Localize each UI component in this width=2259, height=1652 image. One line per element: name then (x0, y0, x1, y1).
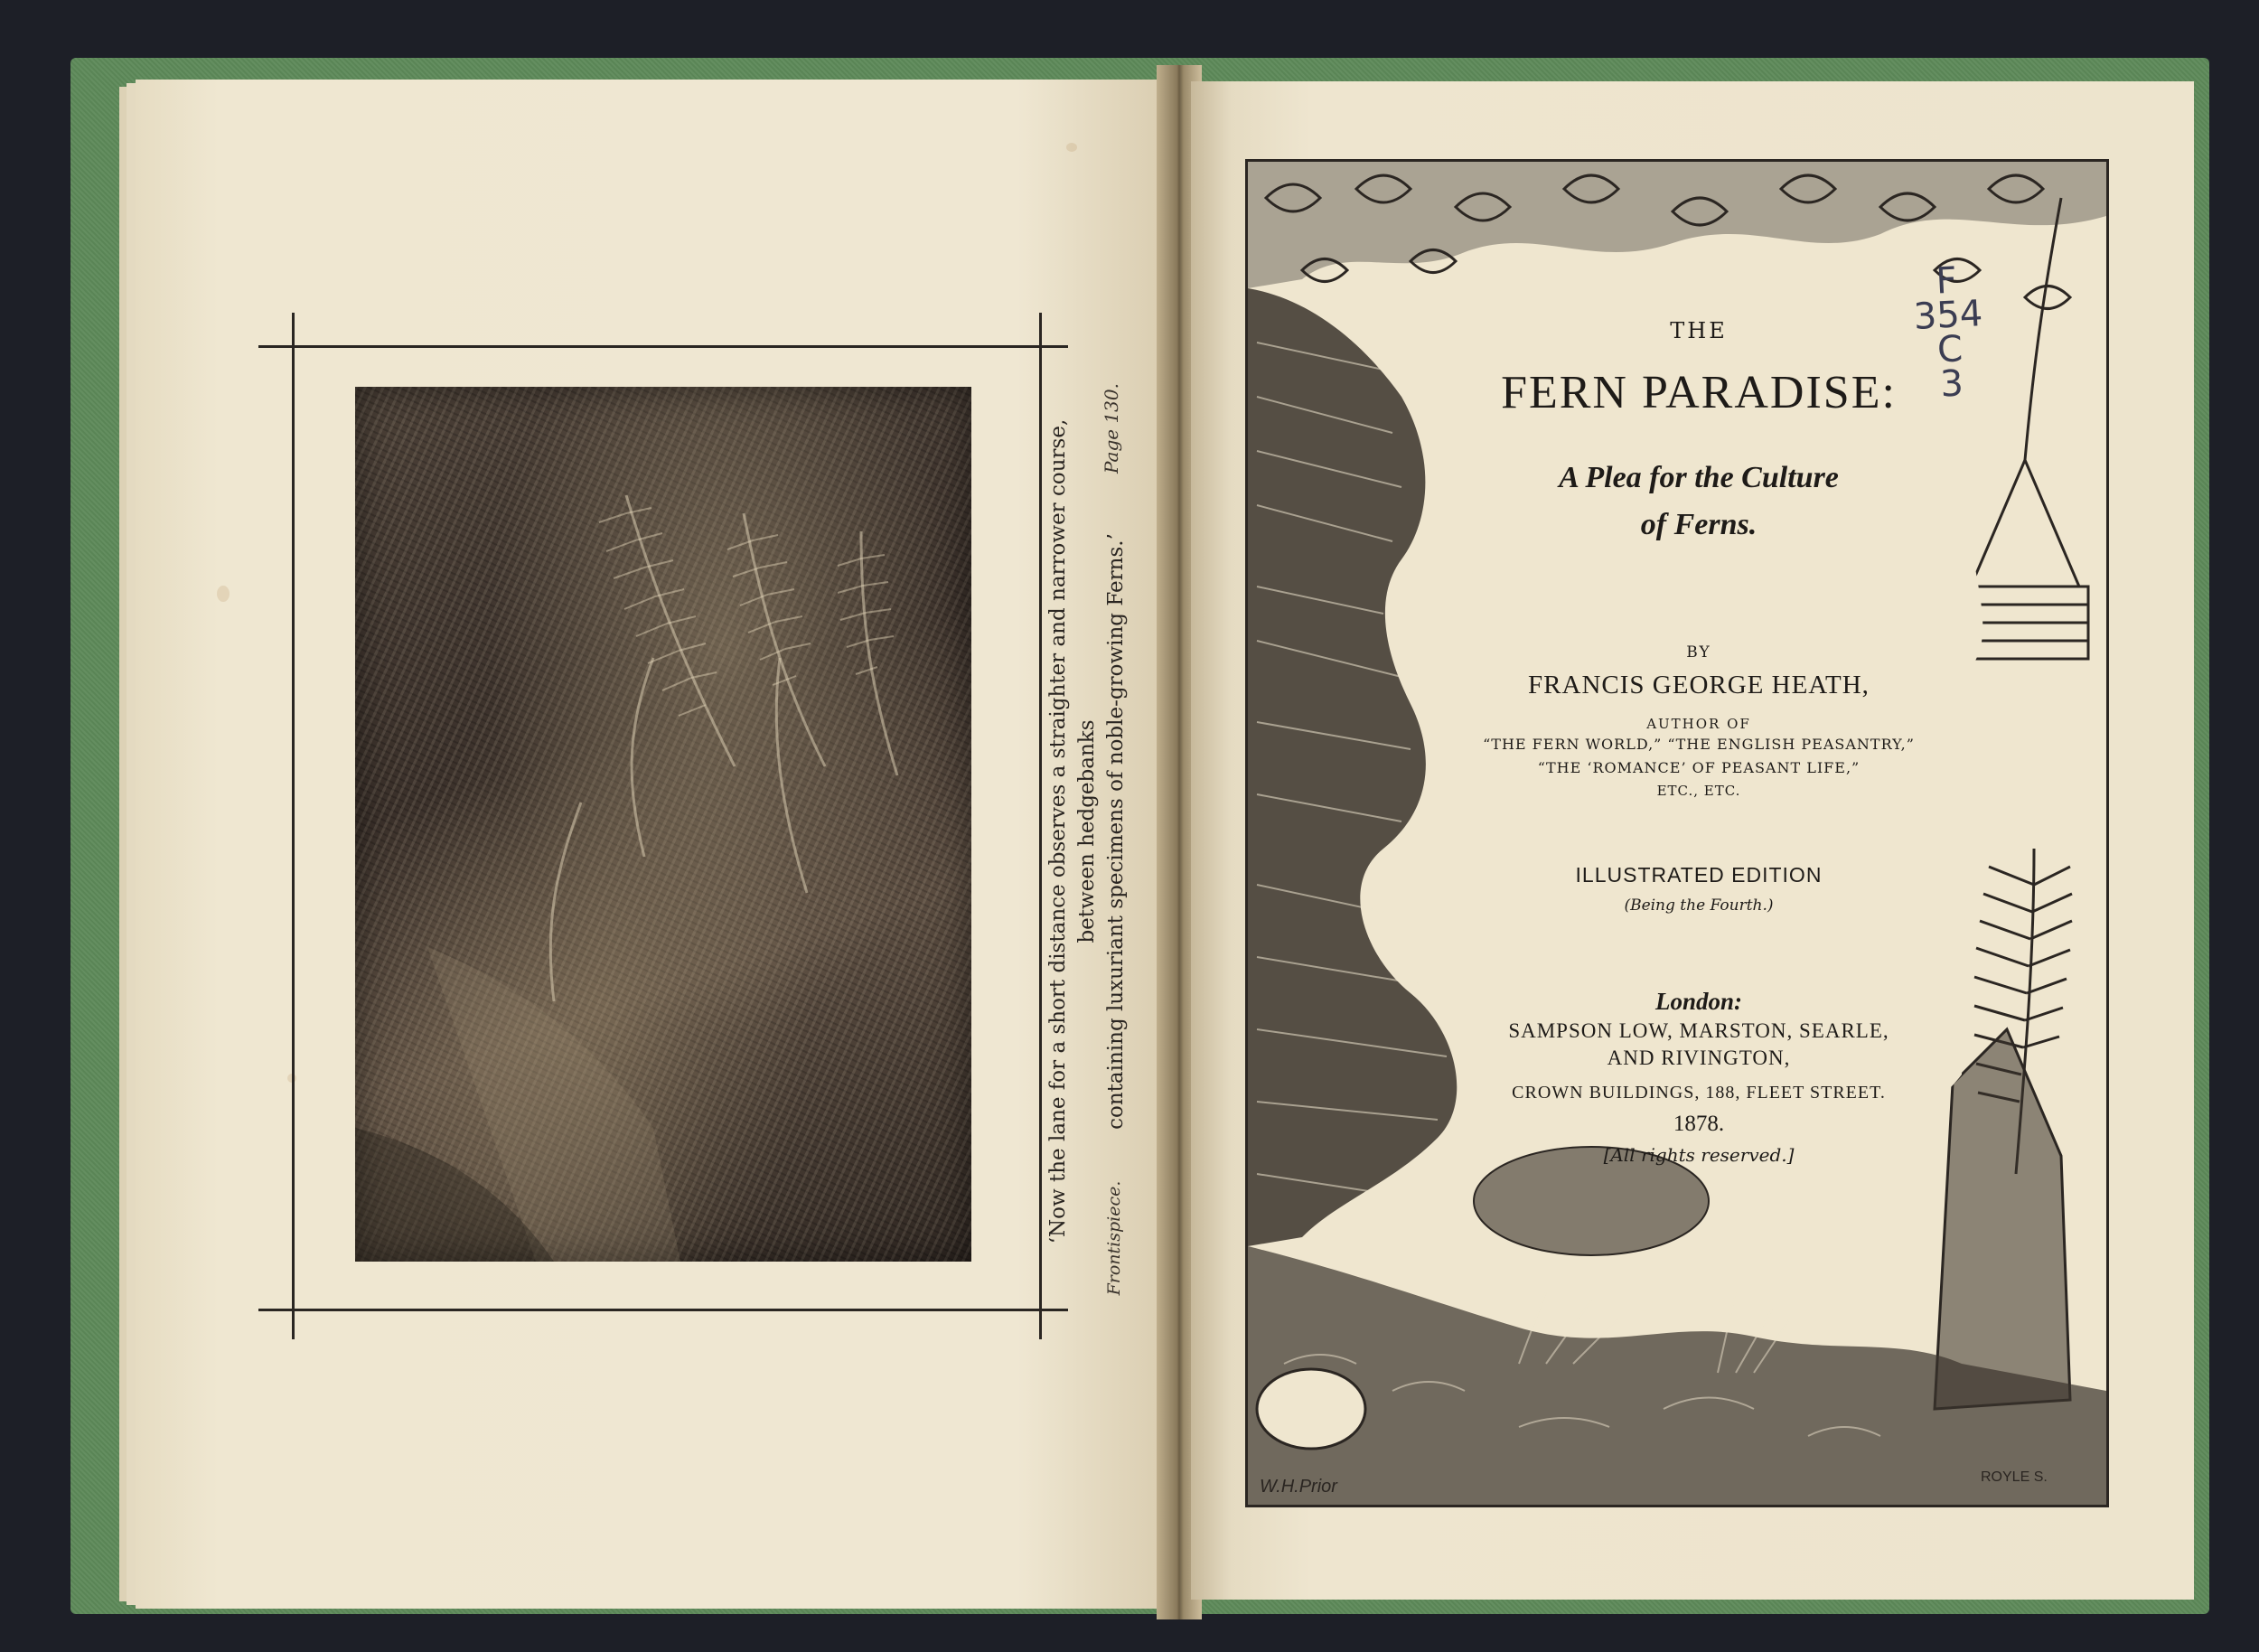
frame-line-bottom (258, 1309, 1068, 1311)
edition-note: (Being the Fourth.) (1624, 896, 1774, 915)
author-of-label: AUTHOR OF (1646, 716, 1751, 732)
caption-line-2: containing luxuriant specimens of noble-growing Ferns.’ (1104, 533, 1128, 1130)
subtitle-line-1: A Plea for the Culture (1559, 461, 1839, 494)
shelfmark-line-3: C (1936, 328, 1964, 371)
frontispiece-label: Frontispiece. (1104, 1180, 1124, 1296)
works-line-1: “THE FERN WORLD,” “THE ENGLISH PEASANTRY,” (1483, 736, 1915, 753)
by-label: BY (1686, 643, 1711, 662)
author-name: FRANCIS GEORGE HEATH, (1528, 671, 1870, 699)
rights-notice: [All rights reserved.] (1603, 1144, 1795, 1166)
frame-line-right (1039, 313, 1042, 1339)
frame-line-top (258, 345, 1068, 348)
title-article: THE (1670, 318, 1728, 343)
shelfmark-line-1: F (1935, 259, 1958, 303)
works-line-3: ETC., ETC. (1656, 783, 1741, 799)
shelfmark-line-4: 3 (1939, 362, 1964, 406)
frontispiece-caption (1044, 384, 1128, 1279)
publisher-line-2: AND RIVINGTON, (1607, 1047, 1791, 1069)
publisher-line-1: SAMPSON LOW, MARSTON, SEARLE, (1508, 1019, 1889, 1042)
frame-line-left (292, 313, 295, 1339)
artist-signature: W.H.Prior (1260, 1477, 1337, 1497)
frontispiece-photograph (355, 387, 971, 1262)
works-line-2: “THE ‘ROMANCE’ OF PEASANT LIFE,” (1537, 759, 1861, 776)
page-reference: Page 130. (1101, 383, 1122, 474)
handwritten-shelfmark (1905, 259, 1993, 406)
engraver-signature: ROYLE S. (1981, 1469, 2048, 1485)
book-title: FERN PARADISE: (1501, 367, 1897, 418)
publisher-address: CROWN BUILDINGS, 188, FLEET STREET. (1512, 1083, 1886, 1103)
shelfmark-line-2: 354 (1912, 293, 1984, 338)
publication-year: 1878. (1673, 1112, 1725, 1136)
subtitle-line-2: of Ferns. (1640, 508, 1758, 541)
caption-line-1: ‘Now the lane for a short distance observes a straighter and narrower course, between hedgebanks (1046, 418, 1099, 1244)
publication-place: London: (1654, 988, 1743, 1015)
edition-label: ILLUSTRATED EDITION (1575, 863, 1823, 887)
